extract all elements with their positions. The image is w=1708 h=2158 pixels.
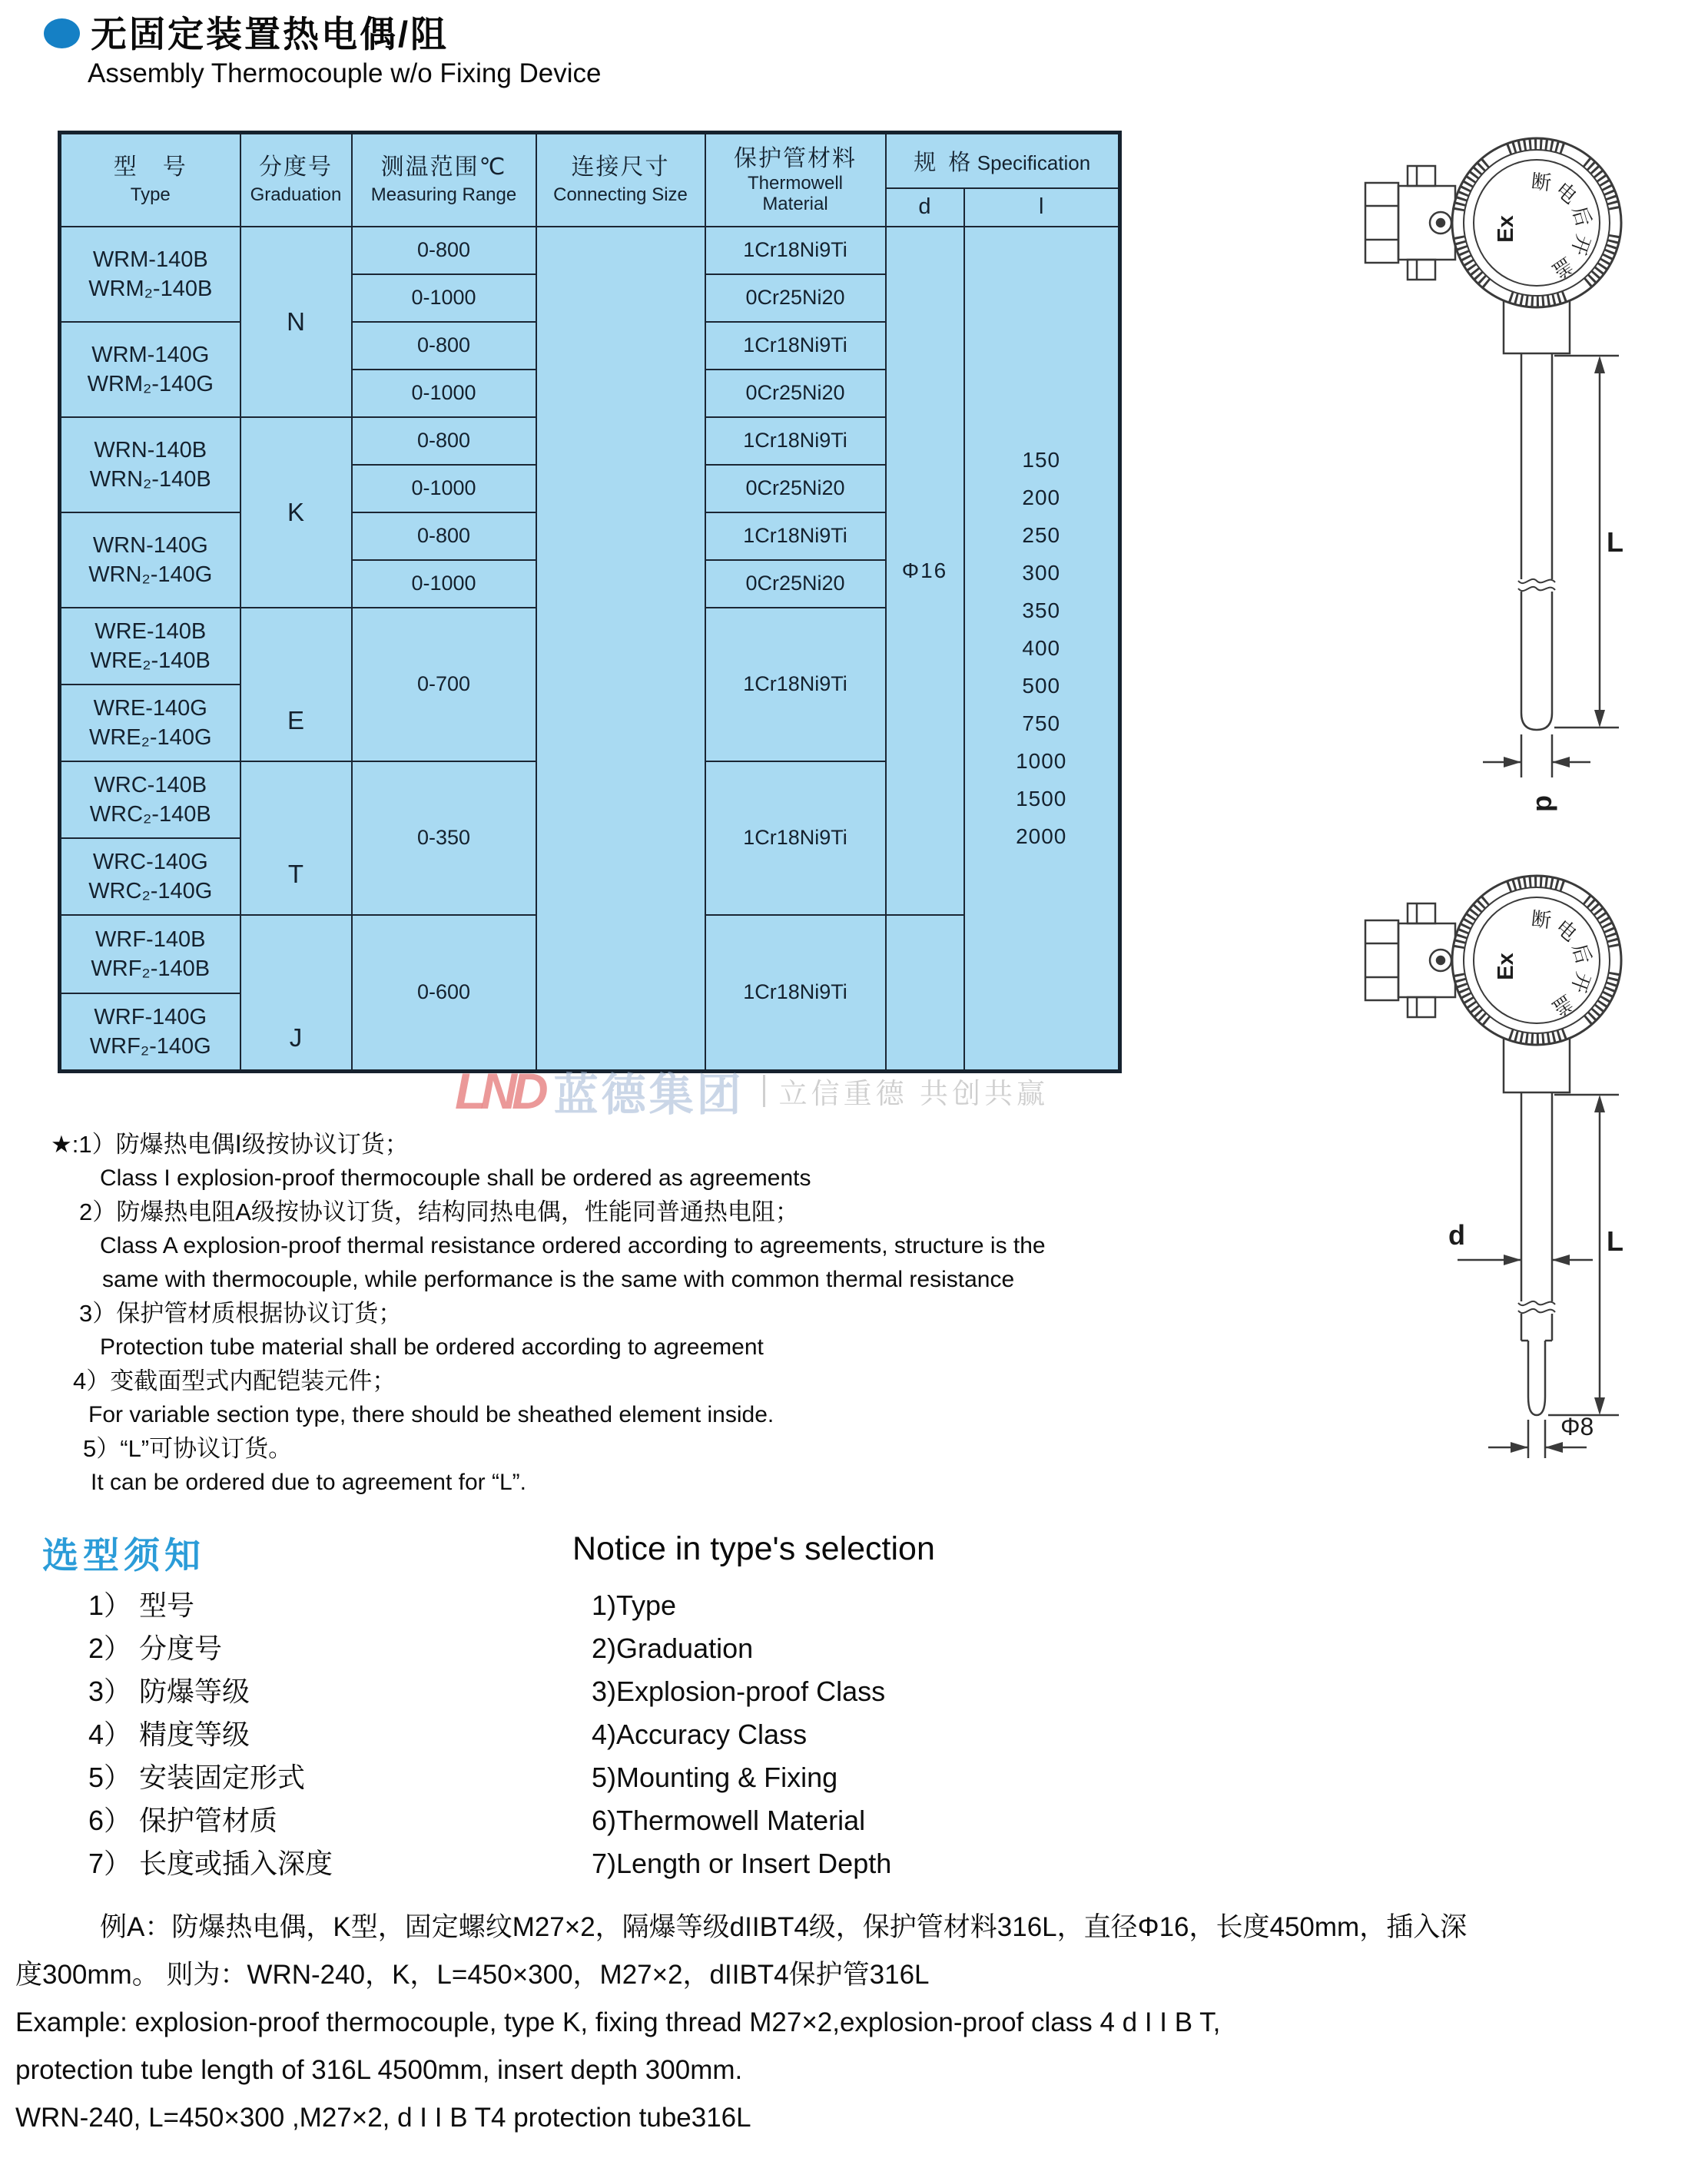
section-bullet-icon [44,18,80,48]
dimension-L [1554,356,1623,728]
type-cell [60,417,240,512]
note-line: ★:1）防爆热电偶Ⅰ级按协议订货； [51,1131,409,1158]
example-line: 例A：防爆热电偶，K型，固定螺纹M27×2，隔爆等级dIIBT4级，保护管材料316L，直径Φ16，长度450mm，插入深 [100,1912,1468,1942]
note-line: 5）“L”可协议订货。 [83,1435,293,1462]
type-label: WRE-140B [95,618,207,644]
selection-item: 4)Accuracy Class [592,1719,808,1750]
length-option: 1000 [1016,749,1067,774]
selection-list-en [592,1584,891,1885]
dimension-phi8 [1488,1413,1594,1458]
example-block [15,1904,1698,2142]
type-cell [60,838,240,915]
cover-char: 断 [1530,907,1553,933]
example-line: Example: explosion-proof thermocouple, type K, fixing thread M27×2,explosion-proof class 4 d I I B T, [15,2007,1221,2037]
graduation-cell: J [240,915,352,1072]
material-cell: 1Cr18Ni9Ti [705,322,886,370]
type-label: WRE-140G [93,695,207,721]
length-option: 500 [1022,674,1061,698]
type-label: WRF-140B [95,927,206,952]
graduation-cell: T [240,761,352,915]
dimension-L [1548,1095,1623,1415]
selection-title-zh: 选型须知 [42,1535,205,1576]
material-cell: 0Cr25Ni20 [705,274,886,322]
length-option: 2000 [1016,824,1067,849]
cover-char: 开 [1566,969,1596,996]
spec-l-cell [964,227,1120,1072]
selection-list-zh [88,1584,333,1885]
col-header-l: l [964,188,1120,227]
range-cell: 0-1000 [352,370,536,417]
col-header-graduation [240,133,352,227]
type-cell [60,227,240,322]
type-cell [60,685,240,761]
type-label: WRE₂-140B [90,648,211,673]
explosion-proof-head [1452,138,1621,307]
type-label: WRC₂-140B [89,801,211,827]
type-cell [60,993,240,1072]
ex-marking: Ex [1494,953,1518,980]
note-line: 3）保护管材质根据协议订货； [79,1300,403,1327]
cover-char: 电 [1551,177,1582,208]
note-line: For variable section type, there should be sheathed element inside. [88,1402,774,1427]
header-label: 分度号 [259,154,333,181]
bolt-icon [1408,903,1435,923]
selection-item: 3)Explosion-proof Class [592,1676,886,1707]
header-label: 型 号 [113,154,187,181]
length-option: 750 [1022,711,1061,736]
watermark-lnd-logo: LND [455,1062,543,1119]
notes-block [48,1128,1246,1500]
cover-char: 后 [1567,940,1596,967]
material-cell: 1Cr18Ni9Ti [705,915,886,1072]
note-line: It can be ordered due to agreement for “L”. [91,1470,526,1495]
range-cell: 0-350 [352,761,536,915]
selection-item: 7） 长度或插入深度 [88,1848,333,1879]
range-cell: 0-1000 [352,465,536,512]
graduation-cell: N [240,227,352,417]
range-cell: 0-1000 [352,274,536,322]
length-option: 200 [1022,486,1061,510]
header-label: Connecting Size [553,184,688,206]
header-label: 测温范围℃ [380,154,507,181]
selection-item: 1） 型号 [88,1589,195,1621]
header-label: Specification [977,151,1091,174]
cover-char: 后 [1567,203,1596,230]
type-label: WRC-140B [94,772,207,797]
type-label: WRM-140B [92,247,208,272]
selection-item: 2)Graduation [592,1633,754,1664]
range-cell: 0-1000 [352,560,536,608]
terminal-box [1365,166,1455,280]
selection-item: 1)Type [592,1589,677,1621]
range-cell: 0-800 [352,227,536,274]
header-label: 连接尺寸 [571,154,670,181]
range-cell: 0-600 [352,915,536,1072]
type-label: WRM-140G [91,342,210,367]
bolt-icon [1408,166,1435,186]
example-line: protection tube length of 316L 4500mm, insert depth 300mm. [15,2055,743,2085]
type-label: WRM₂-140B [88,276,213,301]
thermocouple-diagram-stepped [1365,876,1623,1458]
protection-tube-stepped [1518,1092,1555,1415]
material-cell: 1Cr18Ni9Ti [705,227,886,274]
header-label: Graduation [250,184,342,206]
page-title-zh: 无固定装置热电偶/阻 [91,14,449,55]
note-line: Class I explosion-proof thermocouple shall be ordered as agreements [100,1165,811,1191]
note-line: 2）防爆热电阻A级按协议订货，结构同热电偶，性能同普通热电阻； [79,1198,799,1225]
length-option: 300 [1022,561,1061,585]
header-label: Measuring Range [370,184,517,206]
explosion-proof-head [1452,876,1621,1045]
range-cell: 0-800 [352,417,536,465]
selection-item: 4） 精度等级 [88,1719,250,1750]
ex-marking: Ex [1494,215,1518,243]
example-line: 度300mm。 则为：WRN-240，K，L=450×300，M27×2，dIIBT4保护管316L [15,1960,930,1990]
dimension-d [1483,734,1590,812]
selection-title-en: Notice in type's selection [572,1530,935,1567]
connecting-size-cell [536,227,705,1072]
type-label: WRC-140G [92,849,208,874]
selection-item: 6)Thermowell Material [592,1805,866,1836]
material-cell: 1Cr18Ni9Ti [705,417,886,465]
header-label: Material [762,194,828,215]
selection-item: 6） 保护管材质 [88,1805,278,1836]
length-option: 1500 [1016,787,1067,811]
material-cell: 0Cr25Ni20 [705,560,886,608]
selection-item: 7)Length or Insert Depth [592,1848,892,1879]
col-header-connecting [536,133,705,227]
spec-d-cell [886,915,964,1072]
note-line: 4）变截面型式内配铠装元件； [73,1367,396,1394]
col-header-type [60,133,240,227]
spec-d-cell: Φ16 [886,227,964,915]
bolt-icon [1408,997,1435,1017]
range-cell: 0-800 [352,512,536,560]
length-option: 250 [1022,523,1061,548]
watermark-company-name: 蓝德集团 [553,1070,745,1120]
type-label: WRC₂-140G [88,878,213,903]
note-line: same with thermocouple, while performance is the same with common thermal resistance [102,1267,1015,1292]
graduation-cell: K [240,417,352,608]
range-cell: 0-800 [352,322,536,370]
length-option: 400 [1022,636,1061,661]
type-cell [60,761,240,838]
type-label: WRN₂-140B [89,466,211,492]
type-label: WRE₂-140G [88,724,212,750]
note-line: Class A explosion-proof thermal resistance ordered according to agreements, structure is the [100,1233,1046,1258]
material-cell: 1Cr18Ni9Ti [705,761,886,915]
header-label: 规 格 [914,150,974,175]
type-label: WRF₂-140G [89,1033,211,1059]
selection-item: 5） 安装固定形式 [88,1762,306,1793]
range-cell: 0-700 [352,608,536,761]
material-cell: 0Cr25Ni20 [705,465,886,512]
dim-label-phi8: Φ8 [1560,1413,1594,1440]
thermocouple-diagrams [1187,115,1708,1490]
header-label: 保护管材料 [734,146,857,172]
material-cell: 1Cr18Ni9Ti [705,512,886,560]
material-cell: 0Cr25Ni20 [705,370,886,417]
col-header-d: d [886,188,964,227]
spec-table [58,131,1122,1073]
dim-label-d: d [1448,1219,1465,1251]
watermark-divider [763,1075,765,1107]
cover-char: 电 [1551,915,1582,946]
type-label: WRN-140B [94,437,207,462]
length-option: 150 [1022,448,1061,472]
type-label: WRN₂-140G [88,562,213,587]
header-label: Thermowell [747,173,844,194]
type-label: WRF₂-140B [91,956,211,981]
cover-char: 盖 [1547,989,1578,1021]
selection-item: 5)Mounting & Fixing [592,1762,838,1793]
header-label: Type [130,184,171,206]
graduation-cell: E [240,608,352,761]
type-label: WRF-140G [94,1004,207,1029]
type-cell [60,322,240,417]
col-header-range [352,133,536,227]
cover-char: 开 [1566,231,1596,259]
material-cell: 1Cr18Ni9Ti [705,608,886,761]
selection-item: 2） 分度号 [88,1633,223,1664]
example-line: WRN-240, L=450×300 ,M27×2, d I I B T4 protection tube316L [15,2103,751,2133]
dim-label-d: d [1531,795,1562,812]
watermark-slogan: 立信重德 共创共赢 [778,1078,1049,1109]
note-line: Protection tube material shall be ordered according to agreement [100,1334,764,1360]
length-option: 350 [1022,598,1061,623]
type-cell [60,608,240,685]
cover-char: 盖 [1547,252,1578,283]
terminal-box [1365,903,1455,1017]
type-label: WRN-140G [92,532,208,558]
bolt-icon [1408,260,1435,280]
type-cell [60,512,240,608]
thermocouple-diagram-straight [1365,138,1623,812]
protection-tube [1518,353,1555,730]
type-cell [60,915,240,993]
col-header-specification [886,133,1120,188]
selection-item: 3） 防爆等级 [88,1676,250,1707]
dim-label-L: L [1607,526,1623,558]
cover-char: 断 [1530,169,1553,195]
col-header-material [705,133,886,227]
page-title-en: Assembly Thermocouple w/o Fixing Device [88,58,602,88]
type-label: WRM₂-140G [87,371,214,396]
dim-label-L: L [1607,1225,1623,1257]
